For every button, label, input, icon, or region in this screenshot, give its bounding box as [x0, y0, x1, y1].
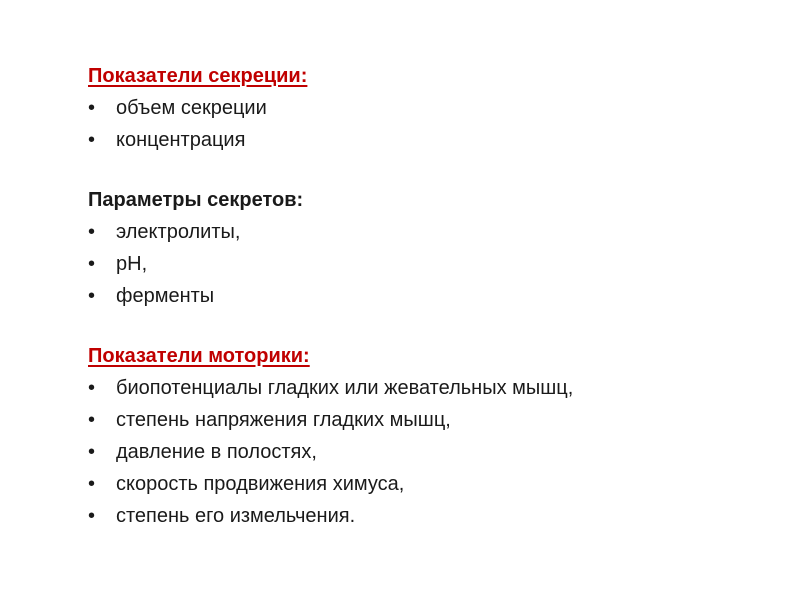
list-item-text: pH,: [116, 253, 148, 275]
list-item: [88, 500, 768, 532]
list-item-text: биопотенциалы гладких или жевательных мышц,: [116, 377, 574, 399]
section-heading: Показатели моторики:: [88, 345, 310, 367]
bullet-list: [88, 372, 768, 532]
bullet-icon: •: [88, 285, 96, 307]
bullet-list: [88, 216, 768, 312]
list-item: [88, 280, 768, 312]
list-item-text: концентрация: [116, 129, 246, 151]
bullet-icon: •: [88, 441, 96, 463]
list-item-text: скорость продвижения химуса,: [116, 473, 405, 495]
section-heading: Параметры секретов:: [88, 189, 304, 211]
list-item-text: ферменты: [116, 285, 215, 307]
list-item: [88, 468, 768, 500]
list-item: [88, 248, 768, 280]
section-heading: Показатели секреции:: [88, 65, 308, 87]
list-item-text: степень напряжения гладких мышц,: [116, 409, 451, 431]
list-item-text: степень его измельчения.: [116, 505, 356, 527]
list-item: [88, 404, 768, 436]
list-item: [88, 92, 768, 124]
bullet-icon: •: [88, 129, 96, 151]
bullet-icon: •: [88, 505, 96, 527]
slide-content: [88, 60, 768, 560]
bullet-icon: •: [88, 221, 96, 243]
list-item-text: электролиты,: [116, 221, 241, 243]
list-item: [88, 372, 768, 404]
list-item-text: давление в полостях,: [116, 441, 317, 463]
bullet-icon: •: [88, 97, 96, 119]
bullet-list: [88, 92, 768, 156]
list-item: [88, 216, 768, 248]
section-motility-indicators: [88, 340, 768, 532]
bullet-icon: •: [88, 253, 96, 275]
list-item-text: объем секреции: [116, 97, 267, 119]
list-item: [88, 436, 768, 468]
bullet-icon: •: [88, 377, 96, 399]
bullet-icon: •: [88, 409, 96, 431]
section-secretion-parameters: [88, 184, 768, 312]
list-item: [88, 124, 768, 156]
section-secretion-indicators: [88, 60, 768, 156]
bullet-icon: •: [88, 473, 96, 495]
